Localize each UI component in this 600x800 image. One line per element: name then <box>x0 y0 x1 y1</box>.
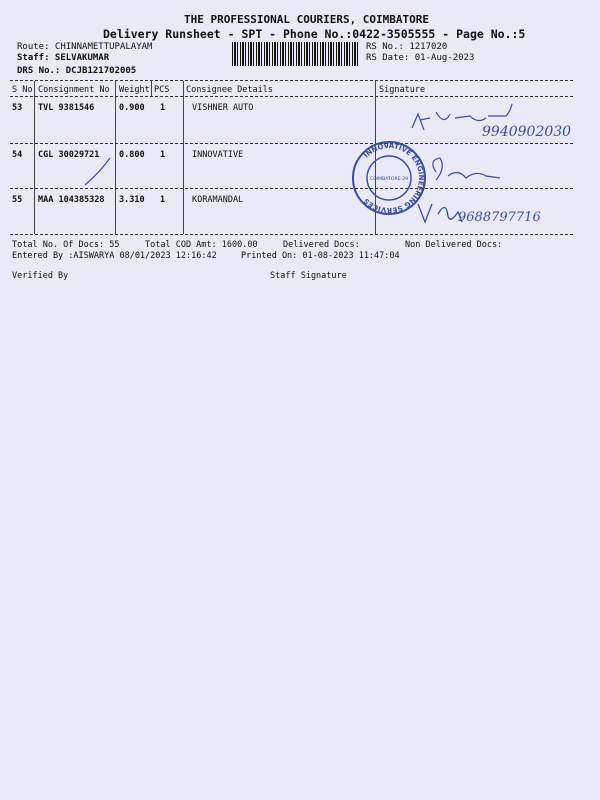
drs-label: DRS No.: DCJB121702005 <box>17 66 137 76</box>
row-53-pcs: 1 <box>160 103 166 113</box>
row-54-sno: 54 <box>12 150 23 160</box>
rs-number: RS No.: 1217020 <box>366 42 448 52</box>
row-55-sno: 55 <box>12 195 23 205</box>
verified-by: Verified By <box>12 271 69 281</box>
row-55-weight: 3.310 <box>119 195 145 205</box>
col-header-consignment: Consignment No <box>38 85 110 95</box>
col-header-details: Consignee Details <box>186 85 273 95</box>
stamp-center-text: COIMBATORE-29 <box>369 177 409 182</box>
non-delivered-docs: Non Delivered Docs: <box>405 240 503 250</box>
col-header-weight: Weight <box>119 85 150 95</box>
row-54-details: INNOVATIVE <box>192 150 244 160</box>
handwritten-phone-1: 9940902030 <box>482 124 572 140</box>
row-53-sno: 53 <box>12 103 23 113</box>
stamp-ring-text: INNOVATIVE ENGINEERING SERVICES <box>362 141 426 215</box>
rs-date: RS Date: 01-Aug-2023 <box>366 53 475 63</box>
entered-by: Entered By :AISWARYA 08/01/2023 12:16:42 <box>12 251 217 261</box>
total-cod: Total COD Amt: 1600.00 <box>145 240 258 250</box>
company-stamp <box>344 140 434 216</box>
col-header-sno: S No <box>12 85 33 95</box>
total-docs: Total No. Of Docs: 55 <box>12 240 120 250</box>
runsheet-title: Delivery Runsheet - SPT - Phone No.:0422-3505555 - Page No.:5 <box>103 27 526 41</box>
row-55-consignment: MAA 104385328 <box>38 195 105 205</box>
row-55-pcs: 1 <box>160 195 166 205</box>
delivered-docs: Delivered Docs: <box>283 240 360 250</box>
row-53-consignment: TVL 9381546 <box>38 103 95 113</box>
row-55-details: KORAMANDAL <box>192 195 244 205</box>
col-header-pcs: PCS <box>154 85 170 95</box>
staff-label: Staff: SELVAKUMAR <box>17 53 110 63</box>
staff-signature: Staff Signature <box>270 271 347 281</box>
col-header-signature: Signature <box>379 85 426 95</box>
row-54-weight: 0.800 <box>119 150 145 160</box>
row-53-weight: 0.900 <box>119 103 145 113</box>
handwritten-phone-2: 9688797716 <box>458 210 541 225</box>
row-54-consignment: CGL 30029721 <box>38 150 100 160</box>
route-label: Route: CHINNAMETTUPALAYAM <box>17 42 153 52</box>
row-53-details: VISHNER AUTO <box>192 103 254 113</box>
printed-on: Printed On: 01-08-2023 11:47:04 <box>241 251 400 261</box>
row-54-pcs: 1 <box>160 150 166 160</box>
company-name: THE PROFESSIONAL COURIERS, COIMBATORE <box>184 13 430 26</box>
